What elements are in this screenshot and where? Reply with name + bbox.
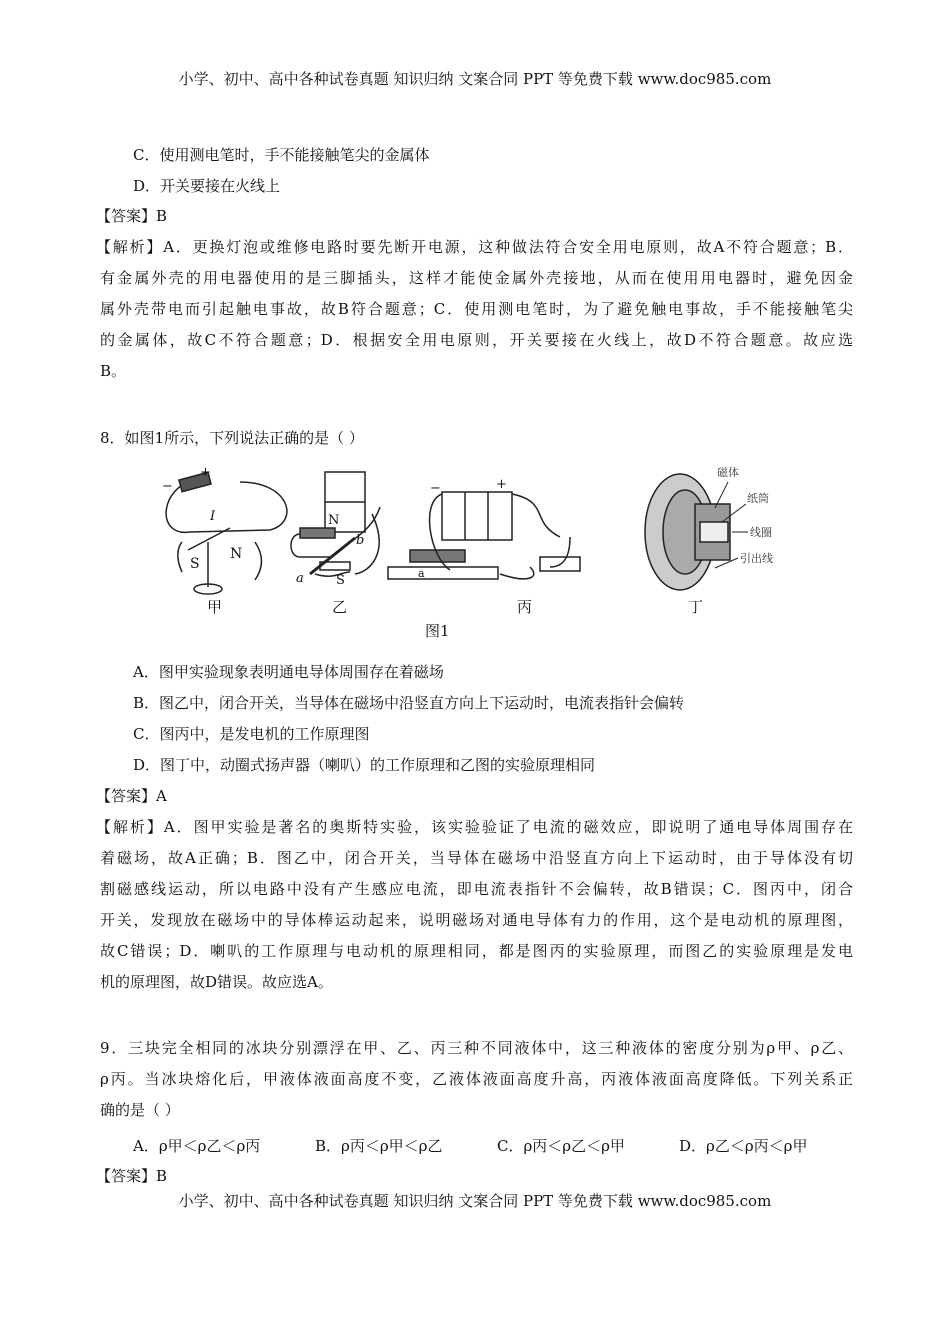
page-header: 小学、初中、高中各种试卷真题 知识归纳 文案合同 PPT 等免费下载 www.doc985.com (178, 70, 772, 88)
yi-b-label: b (356, 533, 365, 548)
q9-stem-line: 9．三块完全相同的冰块分别漂浮在甲、乙、丙三种不同液体中，这三种液体的密度分别为ρ甲、ρ乙、 (100, 1039, 853, 1057)
q7-analysis-line: 的金属体，故C不符合题意；D．根据安全用电原则，开关要接在火线上，故D不符合题意。故应选 (100, 331, 853, 349)
q7-analysis-line: 有金属外壳的用电器使用的是三脚插头，这样才能使金属外壳接地，从而在使用用电器时，避免因金 (100, 269, 853, 287)
q8-analysis-line: 【解析】A．图甲实验是著名的奥斯特实验，该实验验证了电流的磁效应，即说明了通电导体周围存在 (96, 818, 853, 836)
q9-stem-line: 确的是（ ） (100, 1101, 180, 1119)
page-footer: 小学、初中、高中各种试卷真题 知识归纳 文案合同 PPT 等免费下载 www.doc985.com (178, 1192, 772, 1210)
label-coil: 线圈 (750, 526, 772, 539)
q8-analysis-line: 故C错误；D．喇叭的工作原理与电动机的原理相同，都是图丙的实验原理，而图乙的实验原理是发电 (100, 942, 853, 960)
q8-answer: 【答案】A (96, 787, 167, 805)
yi-s-label: S (336, 573, 345, 588)
panel-jia-oersted (162, 465, 287, 594)
label-paper-tube: 纸筒 (747, 492, 769, 505)
bing-plus-mark: + (496, 477, 507, 492)
bing-minus-mark: − (430, 481, 441, 496)
plus-mark: + (200, 465, 211, 480)
q8-option-c: C．图丙中，是发电机的工作原理图 (133, 725, 370, 743)
q8-option-a: A．图甲实验现象表明通电导体周围存在着磁场 (133, 663, 444, 681)
q7-analysis-line: B。 (100, 362, 127, 380)
panel-label-bing: 丙 (517, 598, 533, 616)
panel-label-ding: 丁 (688, 598, 704, 616)
panel-label-yi: 乙 (332, 598, 348, 616)
figure-1 (150, 462, 780, 642)
q9-options (133, 1136, 886, 1156)
yi-n-label: N (328, 513, 340, 528)
panel-bing-motor (388, 477, 580, 580)
label-lead-wire: 引出线 (740, 552, 773, 565)
panel-label-jia: 甲 (207, 598, 223, 616)
q8-analysis-line: 机的原理图，故D错误。故应选A。 (100, 973, 333, 991)
current-label: I (210, 509, 216, 524)
s-label: S (190, 556, 200, 572)
q7-option-c: C．使用测电笔时，手不能接触笔尖的金属体 (133, 146, 430, 164)
q8-analysis-line: 着磁场，故A正确；B．图乙中，闭合开关，当导体在磁场中沿竖直方向上下运动时，由于导体没有切 (100, 849, 853, 867)
q8-analysis-line: 割磁感线运动，所以电路中没有产生感应电流，即电流表指针不会偏转，故B错误；C．图丙中，闭合 (100, 880, 853, 898)
q9-option-c: C．ρ丙＜ρ乙＜ρ甲 (497, 1137, 625, 1155)
q8-analysis-line: 开关，发现放在磁场中的导体棒运动起来，说明磁场对通电导体有力的作用，这个是电动机的原理图， (100, 911, 853, 929)
panel-yi-generator (291, 472, 380, 588)
q8-option-b: B．图乙中，闭合开关，当导体在磁场中沿竖直方向上下运动时，电流表指针会偏转 (133, 694, 685, 712)
q9-option-d: D．ρ乙＜ρ丙＜ρ甲 (679, 1137, 808, 1155)
q7-analysis-line: 【解析】A．更换灯泡或维修电路时要先断开电源，这种做法符合安全用电原则，故A不符合题意；B． (96, 238, 853, 256)
q9-option-a: A．ρ甲＜ρ乙＜ρ丙 (133, 1137, 261, 1155)
q8-option-d: D．图丁中，动圈式扬声器（喇叭）的工作原理和乙图的实验原理相同 (133, 756, 596, 774)
q7-analysis-line: 属外壳带电而引起触电事故，故B符合题意；C．使用测电笔时，为了避免触电事故，手不能接触笔尖 (100, 300, 853, 318)
label-magnet: 磁体 (717, 466, 739, 479)
q9-stem-line: ρ丙。当冰块熔化后，甲液体液面高度不变，乙液体液面高度升高，丙液体液面高度降低。下列关系正 (100, 1070, 853, 1088)
q9-option-b: B．ρ丙＜ρ甲＜ρ乙 (315, 1137, 443, 1155)
minus-mark: − (162, 479, 173, 494)
yi-a-label: a (296, 571, 304, 586)
q7-option-d: D．开关要接在火线上 (133, 177, 281, 195)
q9-answer: 【答案】B (96, 1167, 168, 1185)
figure-caption: 图1 (425, 622, 450, 640)
q7-answer: 【答案】B (96, 207, 168, 225)
n-label: N (230, 546, 243, 562)
q8-stem: 8．如图1所示，下列说法正确的是（ ） (100, 429, 364, 447)
bing-a-label: a (418, 567, 425, 580)
panel-ding-speaker (645, 465, 773, 590)
